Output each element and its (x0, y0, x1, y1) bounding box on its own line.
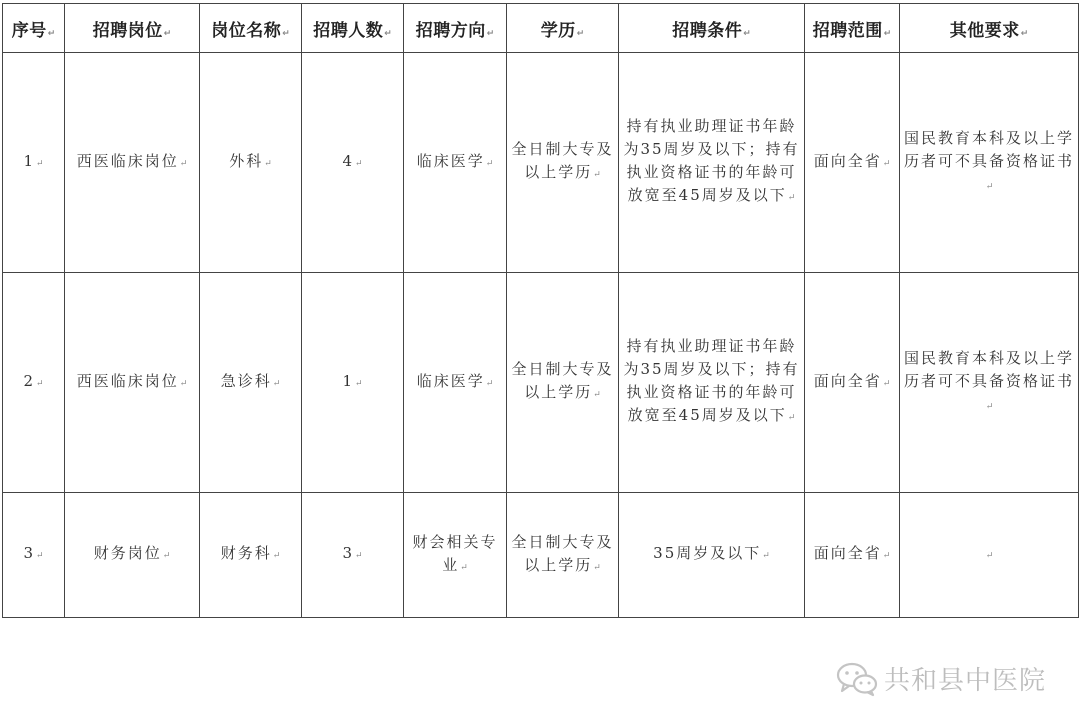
return-mark: ↵ (179, 158, 188, 169)
return-mark: ↵ (384, 28, 392, 39)
cell-direction: 财会相关专业↵ (404, 493, 507, 618)
return-mark: ↵ (593, 170, 601, 180)
return-mark: ↵ (486, 28, 495, 39)
wechat-icon (836, 661, 878, 697)
cell-post: 财务岗位↵ (65, 493, 200, 618)
cell-education: 全日制大专及以上学历↵ (507, 493, 619, 618)
header-other: 其他要求↵ (900, 4, 1079, 53)
return-mark: ↵ (1020, 28, 1029, 39)
cell-scope: 面向全省↵ (805, 273, 900, 493)
cell-education: 全日制大专及以上学历↵ (507, 273, 619, 493)
return-mark: ↵ (163, 28, 172, 39)
header-education: 学历↵ (507, 4, 619, 53)
cell-no: 3↵ (3, 493, 65, 618)
return-mark: ↵ (355, 378, 363, 389)
cell-scope: 面向全省↵ (805, 53, 900, 273)
cell-count: 1↵ (302, 273, 404, 493)
cell-scope: 面向全省↵ (805, 493, 900, 618)
cell-other: 国民教育本科及以上学历者可不具备资格证书↵ (900, 53, 1079, 273)
cell-count: 3↵ (302, 493, 404, 618)
table-row (3, 273, 1079, 493)
return-mark: ↵ (593, 562, 601, 573)
return-mark: ↵ (576, 28, 585, 39)
return-mark: ↵ (282, 28, 290, 39)
cell-education: 全日制大专及以上学历↵ (507, 53, 619, 273)
watermark (836, 660, 1046, 697)
return-mark: ↵ (179, 378, 188, 389)
watermark-text: 共和县中医院 (883, 666, 1046, 696)
recruitment-table (2, 3, 1079, 618)
return-mark: ↵ (36, 378, 44, 389)
return-mark: ↵ (36, 158, 44, 169)
return-mark: ↵ (460, 562, 468, 573)
cell-conditions: 持有执业助理证书年龄为35周岁及以下；持有执业资格证书的年龄可放宽至45周岁及以下↵ (619, 273, 805, 493)
cell-post-name: 外科↵ (200, 53, 302, 273)
return-mark: ↵ (985, 181, 994, 192)
header-direction: 招聘方向↵ (404, 4, 507, 53)
return-mark: ↵ (264, 158, 272, 169)
return-mark: ↵ (882, 551, 891, 561)
return-mark: ↵ (985, 401, 994, 412)
return-mark: ↵ (272, 378, 281, 389)
return-mark: ↵ (485, 378, 494, 389)
return-mark: ↵ (743, 28, 751, 39)
cell-conditions: 35周岁及以下↵ (619, 493, 805, 618)
return-mark: ↵ (485, 158, 494, 169)
return-mark: ↵ (882, 378, 891, 389)
return-mark: ↵ (762, 551, 770, 561)
header-scope: 招聘范围↵ (805, 4, 900, 53)
return-mark: ↵ (355, 158, 363, 169)
return-mark: ↵ (355, 551, 363, 561)
table-row (3, 53, 1079, 273)
table-header-row (3, 4, 1079, 53)
return-mark: ↵ (787, 413, 796, 423)
cell-other: 国民教育本科及以上学历者可不具备资格证书↵ (900, 273, 1079, 493)
cell-post: 西医临床岗位↵ (65, 53, 200, 273)
return-mark: ↵ (882, 158, 891, 169)
cell-direction: 临床医学↵ (404, 53, 507, 273)
return-mark: ↵ (787, 193, 796, 203)
header-conditions: 招聘条件↵ (619, 4, 805, 53)
table-row (3, 493, 1079, 618)
return-mark: ↵ (985, 551, 994, 561)
return-mark: ↵ (36, 551, 44, 561)
cell-direction: 临床医学↵ (404, 273, 507, 493)
return-mark: ↵ (47, 28, 56, 39)
cell-post: 西医临床岗位↵ (65, 273, 200, 493)
cell-no: 2↵ (3, 273, 65, 493)
cell-conditions: 持有执业助理证书年龄为35周岁及以下；持有执业资格证书的年龄可放宽至45周岁及以下↵ (619, 53, 805, 273)
return-mark: ↵ (162, 551, 171, 561)
header-count: 招聘人数↵ (302, 4, 404, 53)
return-mark: ↵ (593, 390, 601, 400)
return-mark: ↵ (272, 551, 281, 561)
cell-count: 4↵ (302, 53, 404, 273)
cell-post-name: 急诊科↵ (200, 273, 302, 493)
header-post: 招聘岗位↵ (65, 4, 200, 53)
cell-no: 1↵ (3, 53, 65, 273)
header-post-name: 岗位名称↵ (200, 4, 302, 53)
return-mark: ↵ (883, 28, 892, 39)
cell-other (900, 493, 1079, 618)
header-no: 序号↵ (3, 4, 65, 53)
cell-post-name: 财务科↵ (200, 493, 302, 618)
